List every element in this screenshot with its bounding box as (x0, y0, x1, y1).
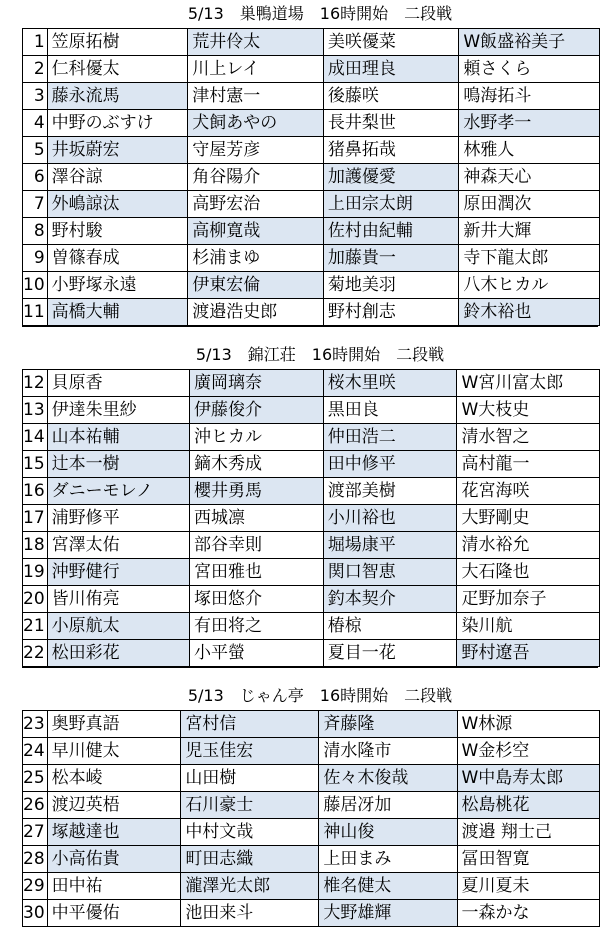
player-name-cell: 宮澤太佑 (47, 532, 189, 559)
player-name-cell: 部谷幸則 (190, 532, 324, 559)
table-row (23, 272, 600, 299)
player-name-cell: 疋野加奈子 (457, 586, 600, 613)
table-row (23, 137, 600, 164)
player-name-cell: 沖野健行 (47, 559, 189, 586)
player-name-cell: 上田まみ (319, 846, 457, 873)
player-name-cell: 町田志織 (181, 846, 319, 873)
player-name-cell: 松本崚 (47, 765, 181, 792)
table-row (23, 478, 600, 505)
player-name-cell: 黒田良 (323, 397, 457, 424)
player-name-cell: 渡辺英梧 (47, 792, 181, 819)
table-row (23, 245, 600, 272)
player-name-cell: 成田理良 (323, 56, 459, 83)
table-row (23, 505, 600, 532)
section-title: 5/13 錦江荘 16時開始 二段戦 (195, 345, 445, 364)
player-name-cell: 佐村由紀輔 (323, 218, 459, 245)
row-number: 16 (23, 478, 48, 505)
table-row (23, 451, 600, 478)
player-name-cell: 斉藤隆 (319, 711, 457, 738)
row-number: 13 (23, 397, 48, 424)
table-row (23, 424, 600, 451)
player-name-cell: ダニーモレノ (47, 478, 189, 505)
table-row (23, 370, 600, 397)
player-name-cell: 渡部美樹 (323, 478, 457, 505)
table-row (23, 711, 600, 738)
player-name-cell: 荒井伶太 (188, 29, 324, 56)
player-name-cell: 佐々木俊哉 (319, 765, 457, 792)
player-name-cell: 角谷陽介 (188, 164, 324, 191)
player-name-cell: 加藤貴一 (323, 245, 459, 272)
section-title: 5/13 巣鴨道場 16時開始 二段戦 (187, 4, 453, 23)
player-name-cell: 野村創志 (323, 299, 459, 326)
row-number: 19 (23, 559, 48, 586)
row-number: 4 (23, 110, 48, 137)
player-name-cell: W宮川富太郎 (457, 370, 600, 397)
player-name-cell: 猪鼻拓哉 (323, 137, 459, 164)
player-name-cell: 貝原香 (47, 370, 189, 397)
player-name-cell: 藤永流馬 (47, 83, 188, 110)
player-name-cell: 児玉佳宏 (181, 738, 319, 765)
row-number: 14 (23, 424, 48, 451)
player-name-cell: 奥野真語 (47, 711, 181, 738)
player-name-cell: 水野孝一 (459, 110, 600, 137)
section-title: 5/13 じゃん亭 16時開始 二段戦 (187, 686, 453, 705)
player-name-cell: 長井梨世 (323, 110, 459, 137)
player-name-cell: W大枝史 (457, 397, 600, 424)
row-number: 30 (23, 900, 48, 927)
section-title-row (0, 682, 600, 710)
player-name-cell: 池田来斗 (181, 900, 319, 927)
player-name-cell: 小野塚永遠 (47, 272, 188, 299)
row-number: 8 (23, 218, 48, 245)
table-row (23, 29, 600, 56)
player-name-cell: 大野雄輝 (319, 900, 457, 927)
table-row (23, 397, 600, 424)
player-name-cell: 川上レイ (188, 56, 324, 83)
player-name-cell: 津村憲一 (188, 83, 324, 110)
pairing-table (22, 369, 600, 667)
table-row (23, 559, 600, 586)
row-number: 22 (23, 640, 48, 667)
player-name-cell: W林源 (457, 711, 600, 738)
row-number: 7 (23, 191, 48, 218)
player-name-cell: 小高佑貴 (47, 846, 181, 873)
player-name-cell: 高村龍一 (457, 451, 600, 478)
player-name-cell: 小原航太 (47, 613, 189, 640)
table-row (23, 738, 600, 765)
player-name-cell: 杉浦まゆ (188, 245, 324, 272)
row-number: 29 (23, 873, 48, 900)
row-number: 1 (23, 29, 48, 56)
player-name-cell: 高橋大輔 (47, 299, 188, 326)
player-name-cell: 中平優佑 (47, 900, 181, 927)
row-number: 5 (23, 137, 48, 164)
player-name-cell: W飯盛裕美子 (459, 29, 600, 56)
player-name-cell: 田中修平 (323, 451, 457, 478)
row-number: 15 (23, 451, 48, 478)
row-number: 20 (23, 586, 48, 613)
player-name-cell: 後藤咲 (323, 83, 459, 110)
table-row (23, 299, 600, 326)
table-row (23, 613, 600, 640)
table-row (23, 819, 600, 846)
table-row (23, 765, 600, 792)
row-number: 3 (23, 83, 48, 110)
player-name-cell: 櫻井勇馬 (190, 478, 324, 505)
player-name-cell: 大野剛史 (457, 505, 600, 532)
player-name-cell: 桜木里咲 (323, 370, 457, 397)
player-name-cell: 笠原拓樹 (47, 29, 188, 56)
section-spacer (22, 667, 598, 682)
row-number: 27 (23, 819, 48, 846)
player-name-cell: 西城凛 (190, 505, 324, 532)
player-name-cell: 関口智恵 (323, 559, 457, 586)
player-name-cell: 皆川侑亮 (47, 586, 189, 613)
player-name-cell: 野村遼吾 (457, 640, 600, 667)
player-name-cell: 仲田浩二 (323, 424, 457, 451)
player-name-cell: 松田彩花 (47, 640, 189, 667)
player-name-cell: 寺下龍太郎 (459, 245, 600, 272)
player-name-cell: 小川裕也 (323, 505, 457, 532)
player-name-cell: 犬飼あやの (188, 110, 324, 137)
table-row (23, 900, 600, 927)
table-row (23, 191, 600, 218)
row-number: 6 (23, 164, 48, 191)
player-name-cell: 曽篠春成 (47, 245, 188, 272)
player-name-cell: 釣本契介 (323, 586, 457, 613)
player-name-cell: 山田樹 (181, 765, 319, 792)
row-number: 9 (23, 245, 48, 272)
player-name-cell: 原田潤次 (459, 191, 600, 218)
section-spacer (22, 326, 598, 341)
row-number: 10 (23, 272, 48, 299)
pairing-table (22, 28, 600, 326)
player-name-cell: 夏川夏未 (457, 873, 600, 900)
player-name-cell: 椿椋 (323, 613, 457, 640)
player-name-cell: 菊地美羽 (323, 272, 459, 299)
player-name-cell: 渡邉浩史郎 (188, 299, 324, 326)
player-name-cell: 井坂蔚宏 (47, 137, 188, 164)
player-name-cell: 堀場康平 (323, 532, 457, 559)
player-name-cell: W金杉空 (457, 738, 600, 765)
table-row (23, 846, 600, 873)
table-row (23, 873, 600, 900)
player-name-cell: 伊藤俊介 (190, 397, 324, 424)
player-name-cell: 美咲優菜 (323, 29, 459, 56)
player-name-cell: 伊東宏倫 (188, 272, 324, 299)
row-number: 24 (23, 738, 48, 765)
row-number: 21 (23, 613, 48, 640)
row-number: 25 (23, 765, 48, 792)
player-name-cell: 新井大輝 (459, 218, 600, 245)
player-name-cell: 鳴海拓斗 (459, 83, 600, 110)
table-row (23, 218, 600, 245)
player-name-cell: 中村文哉 (181, 819, 319, 846)
player-name-cell: 鏑木秀成 (190, 451, 324, 478)
player-name-cell: 澤谷諒 (47, 164, 188, 191)
player-name-cell: 夏目一花 (323, 640, 457, 667)
table-row (23, 56, 600, 83)
player-name-cell: 伊達朱里紗 (47, 397, 189, 424)
row-number: 17 (23, 505, 48, 532)
player-name-cell: 鈴木裕也 (459, 299, 600, 326)
player-name-cell: 花宮海咲 (457, 478, 600, 505)
player-name-cell: 神山俊 (319, 819, 457, 846)
player-name-cell: 沖ヒカル (190, 424, 324, 451)
table-row (23, 640, 600, 667)
player-name-cell: 林雅人 (459, 137, 600, 164)
player-name-cell: 廣岡璃奈 (190, 370, 324, 397)
table-row (23, 110, 600, 137)
player-name-cell: 中野のぶすけ (47, 110, 188, 137)
table-row (23, 586, 600, 613)
row-number: 11 (23, 299, 48, 326)
section-title-row (0, 341, 600, 369)
player-name-cell: 一森かな (457, 900, 600, 927)
player-name-cell: 八木ヒカル (459, 272, 600, 299)
player-name-cell: 高柳寛哉 (188, 218, 324, 245)
player-name-cell: 石川豪士 (181, 792, 319, 819)
row-number: 28 (23, 846, 48, 873)
table-row (23, 83, 600, 110)
pairing-table (22, 710, 600, 927)
row-number: 18 (23, 532, 48, 559)
player-name-cell: 外嶋諒汰 (47, 191, 188, 218)
player-name-cell: 冨田智寛 (457, 846, 600, 873)
row-number: 23 (23, 711, 48, 738)
player-name-cell: 上田宗太朗 (323, 191, 459, 218)
row-number: 26 (23, 792, 48, 819)
player-name-cell: 小平螢 (190, 640, 324, 667)
player-name-cell: 清水智之 (457, 424, 600, 451)
player-name-cell: 瀧澤光太郎 (181, 873, 319, 900)
player-name-cell: 仁科優太 (47, 56, 188, 83)
player-name-cell: 神森天心 (459, 164, 600, 191)
player-name-cell: 染川航 (457, 613, 600, 640)
player-name-cell: 頼さくら (459, 56, 600, 83)
player-name-cell: 大石隆也 (457, 559, 600, 586)
row-number: 2 (23, 56, 48, 83)
player-name-cell: 塚田悠介 (190, 586, 324, 613)
player-name-cell: W中島寿太郎 (457, 765, 600, 792)
player-name-cell: 宮田雅也 (190, 559, 324, 586)
player-name-cell: 高野宏治 (188, 191, 324, 218)
player-name-cell: 渡邉 翔士己 (457, 819, 600, 846)
player-name-cell: 清水隆市 (319, 738, 457, 765)
player-name-cell: 辻本一樹 (47, 451, 189, 478)
player-name-cell: 山本祐輔 (47, 424, 189, 451)
player-name-cell: 守屋芳彦 (188, 137, 324, 164)
player-name-cell: 藤居冴加 (319, 792, 457, 819)
player-name-cell: 宮村信 (181, 711, 319, 738)
table-row (23, 792, 600, 819)
player-name-cell: 加護優愛 (323, 164, 459, 191)
player-name-cell: 田中祐 (47, 873, 181, 900)
table-row (23, 164, 600, 191)
player-name-cell: 椎名健太 (319, 873, 457, 900)
player-name-cell: 野村駿 (47, 218, 188, 245)
player-name-cell: 塚越達也 (47, 819, 181, 846)
player-name-cell: 浦野修平 (47, 505, 189, 532)
row-number: 12 (23, 370, 48, 397)
player-name-cell: 早川健太 (47, 738, 181, 765)
section-title-row (0, 0, 600, 28)
player-name-cell: 松島桃花 (457, 792, 600, 819)
table-row (23, 532, 600, 559)
player-name-cell: 有田将之 (190, 613, 324, 640)
player-name-cell: 清水裕允 (457, 532, 600, 559)
